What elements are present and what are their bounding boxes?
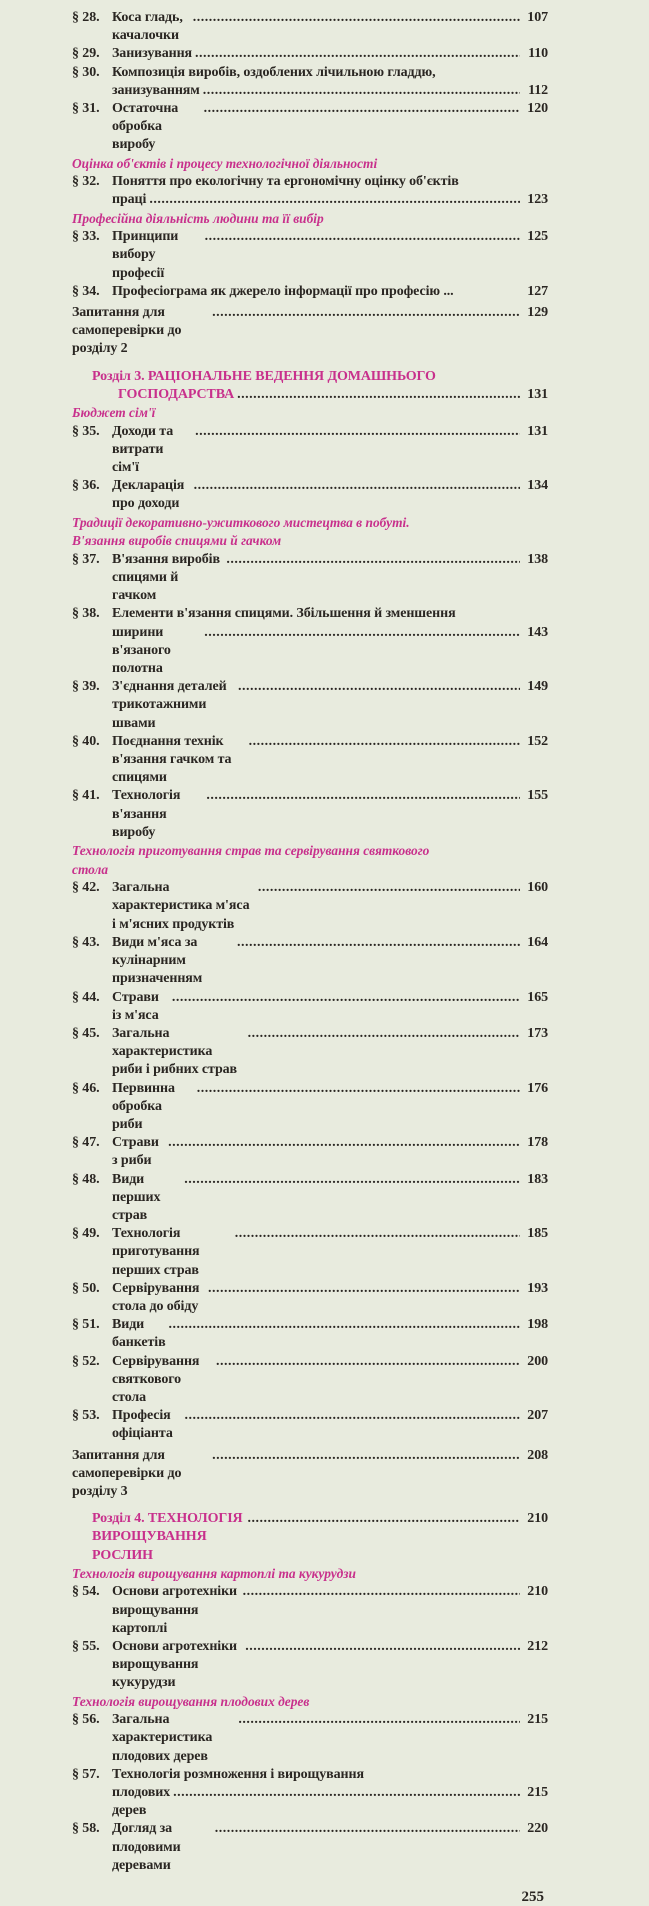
toc-item[interactable] [72, 64, 548, 82]
dot-leader [192, 45, 520, 63]
item-title: Декларація про доходи [112, 478, 185, 512]
item-title-continuation: ширини в'язаного полотна [112, 624, 171, 677]
dot-leader [212, 1820, 520, 1838]
item-title: Загальна характеристика плодових дерев [112, 1712, 213, 1764]
page-ref: 138 [527, 551, 548, 567]
item-title: Остаточна обробка виробу [112, 101, 179, 153]
item-title: Догляд за плодовими деревами [112, 1821, 181, 1873]
page-ref: 127 [527, 283, 548, 299]
paragraph-number: § 58. [72, 1821, 100, 1837]
toc-item-continuation [72, 191, 548, 209]
paragraph-number: § 34. [72, 283, 100, 299]
section-heading[interactable] [72, 368, 548, 386]
toc-item[interactable] [72, 1280, 548, 1316]
paragraph-number: § 54. [72, 1584, 100, 1600]
page-ref: 129 [527, 305, 548, 321]
page-ref: 185 [527, 1226, 548, 1242]
toc-item[interactable] [72, 1171, 548, 1226]
toc-item[interactable] [72, 1353, 548, 1408]
toc-item[interactable] [72, 989, 548, 1025]
item-title: Первинна обробка риби [112, 1080, 175, 1132]
page-ref: 131 [527, 423, 548, 439]
toc-item[interactable] [72, 228, 548, 283]
dot-leader [205, 1280, 520, 1298]
toc-item-continuation [72, 82, 548, 100]
item-title: Страви із м'яса [112, 989, 159, 1023]
paragraph-number: § 49. [72, 1226, 100, 1242]
item-title: Види м'яса за кулінарним призначенням [112, 934, 203, 987]
item-title: Професія офіціанта [112, 1408, 173, 1442]
paragraph-number: § 43. [72, 934, 100, 950]
paragraph-number: § 52. [72, 1353, 100, 1369]
dot-leader [165, 1134, 520, 1152]
dot-leader [202, 228, 520, 246]
paragraph-number: § 40. [72, 733, 100, 749]
dot-leader [235, 678, 520, 696]
section-title: Розділ 3. РАЦІОНАЛЬНЕ ВЕДЕННЯ ДОМАШНЬОГО [92, 368, 436, 384]
page-ref: 200 [527, 1353, 548, 1369]
toc-item[interactable] [72, 1711, 548, 1766]
paragraph-number: § 47. [72, 1135, 100, 1151]
dot-leader [235, 1711, 520, 1729]
page-ref: 193 [527, 1280, 548, 1296]
review-questions[interactable] [72, 1447, 548, 1502]
dot-leader [245, 1510, 520, 1528]
toc-item[interactable] [72, 1820, 548, 1875]
section-title: Розділ 4. ТЕХНОЛОГІЯ ВИРОЩУВАННЯ РОСЛИН [92, 1511, 243, 1563]
page-ref: 208 [527, 1447, 548, 1463]
dot-leader [234, 386, 520, 404]
page-ref: 155 [527, 788, 548, 804]
toc-item-continuation [72, 624, 548, 679]
dot-leader [194, 1080, 520, 1098]
page-ref: 134 [527, 478, 548, 494]
item-title: Доходи та витрати сім'ї [112, 423, 174, 476]
dot-leader [209, 1447, 520, 1465]
topic-heading: В'язання виробів спицями й гачком [72, 533, 282, 549]
dot-leader [192, 423, 520, 441]
item-title: Види банкетів [112, 1317, 166, 1351]
paragraph-number: § 42. [72, 880, 100, 896]
toc-item[interactable] [72, 100, 548, 155]
item-title-continuation: занизуванням [112, 82, 200, 98]
paragraph-number: § 48. [72, 1171, 100, 1187]
dot-leader [240, 1583, 520, 1601]
dot-leader [191, 477, 520, 495]
dot-leader [200, 82, 520, 100]
page-ref: 110 [528, 46, 548, 62]
page-ref: 212 [527, 1639, 548, 1654]
item-title-continuation: праці [112, 192, 147, 208]
page-ref: 123 [527, 192, 548, 208]
dot-leader [170, 1784, 520, 1802]
toc-item[interactable] [72, 787, 548, 842]
dot-leader [209, 304, 520, 322]
paragraph-number: § 33. [72, 229, 100, 245]
toc-item[interactable] [72, 678, 548, 733]
item-title: Сервірування стола до обіду [112, 1280, 200, 1314]
dot-leader [169, 989, 520, 1007]
paragraph-number: § 53. [72, 1408, 100, 1424]
item-title: Загальна характеристика м'яса і м'ясних продуктів [112, 880, 250, 932]
page-ref: 178 [527, 1135, 548, 1151]
paragraph-number: § 41. [72, 788, 100, 804]
page-ref: 131 [527, 386, 548, 402]
toc-item[interactable] [72, 551, 548, 606]
paragraph-number: § 30. [72, 64, 100, 80]
section-heading-continuation [72, 386, 548, 404]
review-title: Запитання для самоперевірки до розділу 2 [72, 305, 182, 357]
item-title: Загальна характеристика риби і рибних страв [112, 1025, 238, 1078]
toc-item[interactable] [72, 879, 548, 934]
paragraph-number: § 45. [72, 1025, 100, 1041]
toc-item[interactable] [72, 423, 548, 478]
item-title: Основи агротехніки вирощування кукурудзи [112, 1639, 238, 1691]
toc-item[interactable] [72, 1766, 548, 1784]
item-title: Технологія приготування перших страв [112, 1226, 200, 1278]
topic-heading: стола [72, 861, 109, 877]
item-title: Технологія в'язання виробу [112, 788, 181, 840]
page-ref: 220 [527, 1821, 548, 1837]
table-of-contents [72, 9, 548, 1875]
paragraph-number: § 50. [72, 1280, 100, 1296]
paragraph-number: § 36. [72, 478, 100, 494]
toc-item[interactable] [72, 1080, 548, 1135]
section-title-continuation: ГОСПОДАРСТВА [118, 386, 235, 402]
paragraph-number: § 38. [72, 606, 100, 622]
page-ref: 215 [527, 1712, 548, 1728]
paragraph-number: § 28. [72, 10, 100, 25]
page-ref: 215 [527, 1785, 548, 1801]
item-title: Принципи вибору професії [112, 229, 179, 281]
item-title: Види перших страв [112, 1171, 161, 1223]
item-title: Поєднання технік в'язання гачком та спицями [112, 733, 232, 786]
dot-leader [232, 1225, 520, 1243]
dot-leader [166, 1316, 520, 1334]
toc-item[interactable] [72, 477, 548, 513]
item-title: Елементи в'язання спицями. Збільшення й зменшення [112, 606, 456, 622]
dot-leader [146, 191, 520, 209]
topic-heading: Технологія вирощування плодових дерев [72, 1693, 310, 1709]
paragraph-number: § 57. [72, 1766, 100, 1782]
dot-leader [255, 879, 520, 897]
paragraph-number: § 32. [72, 174, 100, 190]
toc-item[interactable] [72, 45, 548, 63]
paragraph-number: § 37. [72, 551, 100, 567]
dot-leader [246, 733, 520, 751]
page-ref: 125 [527, 229, 548, 245]
paragraph-number: § 39. [72, 679, 100, 695]
toc-item[interactable] [72, 1583, 548, 1638]
toc-item[interactable] [72, 9, 548, 45]
paragraph-number: § 51. [72, 1317, 100, 1333]
page-ref: 207 [527, 1408, 548, 1424]
page-ref: 112 [528, 82, 548, 98]
item-title: Композиція виробів, оздоблених лічильною гладдю, [112, 64, 436, 80]
toc-item-continuation [72, 1784, 548, 1820]
toc-item[interactable] [72, 1225, 548, 1280]
paragraph-number: § 31. [72, 101, 100, 117]
toc-item[interactable] [72, 173, 548, 191]
page-ref: 176 [527, 1080, 548, 1096]
item-title: Занизування [112, 46, 193, 62]
item-title: Сервірування святкового стола [112, 1353, 200, 1405]
paragraph-number: § 56. [72, 1712, 100, 1728]
topic-heading: Технологія вирощування картоплі та кукурудзи [72, 1565, 356, 1581]
dot-leader [245, 1025, 520, 1043]
item-title: Технологія розмноження і вирощування [112, 1766, 364, 1782]
dot-leader [190, 9, 520, 27]
page-ref: 210 [527, 1584, 548, 1600]
dot-leader [234, 934, 520, 952]
dot-leader [223, 551, 520, 569]
toc-item[interactable] [72, 1316, 548, 1352]
page-number: 255 [521, 1889, 544, 1906]
dot-leader [201, 624, 520, 642]
paragraph-number: § 29. [72, 46, 100, 62]
paragraph-number: § 44. [72, 989, 100, 1005]
page-ref: 164 [527, 934, 548, 950]
paragraph-number: § 55. [72, 1639, 100, 1654]
page-ref: 107 [527, 10, 548, 25]
section-heading[interactable] [72, 1510, 548, 1565]
dot-leader [181, 1407, 520, 1425]
item-title: З'єднання деталей трикотажними швами [112, 679, 227, 731]
toc-item[interactable] [72, 1407, 548, 1443]
review-title: Запитання для самоперевірки до розділу 3 [72, 1447, 182, 1499]
page-ref: 173 [527, 1025, 548, 1041]
dot-leader [203, 787, 520, 805]
page-ref: 165 [527, 989, 548, 1005]
topic-heading: Технологія приготування страв та сервірування святкового [72, 843, 430, 859]
topic-heading: Бюджет сім'ї [72, 405, 156, 421]
page-content [72, 0, 548, 1906]
toc-item[interactable] [72, 1025, 548, 1080]
toc-item[interactable] [72, 934, 548, 989]
toc-item[interactable] [72, 733, 548, 788]
page-ref: 210 [527, 1511, 548, 1527]
dot-leader [201, 100, 520, 118]
review-questions[interactable] [72, 304, 548, 359]
dot-leader [213, 1353, 520, 1371]
topic-heading: Традиції декоративно-ужиткового мистецтва в побуті. [72, 514, 410, 530]
toc-item[interactable] [72, 283, 548, 301]
page-ref: 143 [527, 624, 548, 640]
page-ref: 198 [527, 1317, 548, 1333]
topic-heading: Оцінка об'єктів і процесу технологічної діяльності [72, 155, 378, 171]
page-ref: 160 [527, 880, 548, 896]
paragraph-number: § 46. [72, 1080, 100, 1096]
item-title: Коса гладь, качалочки [112, 10, 183, 44]
item-title: Страви з риби [112, 1135, 159, 1169]
item-title-continuation: плодових дерев [112, 1785, 171, 1819]
toc-item[interactable] [72, 605, 548, 623]
page-ref: 120 [527, 101, 548, 117]
topic-heading: Професійна діяльність людини та її вибір [72, 210, 324, 226]
dot-leader [181, 1171, 520, 1189]
item-title: Основи агротехніки вирощування картоплі [112, 1584, 238, 1636]
item-title: Поняття про екологічну та ергономічну оцінку об'єктів [112, 174, 459, 190]
item-title: В'язання виробів спицями й гачком [112, 551, 220, 604]
toc-item[interactable] [72, 1638, 548, 1693]
page-ref: 152 [527, 733, 548, 749]
toc-item[interactable] [72, 1134, 548, 1170]
dot-leader [242, 1638, 520, 1656]
paragraph-number: § 35. [72, 423, 100, 439]
page-ref: 149 [527, 679, 548, 695]
page-ref: 183 [527, 1171, 548, 1187]
item-title: Професіограма як джерело інформації про професію ... [112, 283, 454, 299]
